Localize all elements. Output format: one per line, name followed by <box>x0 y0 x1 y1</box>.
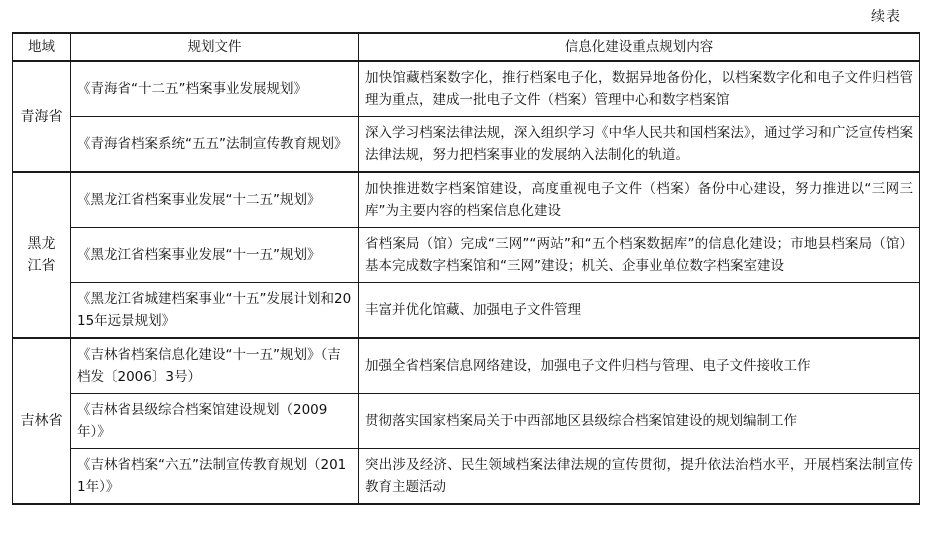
table-row <box>13 172 920 228</box>
planning-table <box>12 32 920 505</box>
table-row <box>13 61 920 117</box>
content-cell: 省档案局（馆）完成“三网”“两站”和“五个档案数据库”的信息化建设；市地县档案局（馆）基本完成数字档案馆和“三网”建设；机关、企事业单位数字档案室建设 <box>359 228 920 283</box>
content-cell: 加快推进数字档案馆建设，高度重视电子文件（档案）备份中心建设，努力推进以“三网三库”为主要内容的档案信息化建设 <box>359 172 920 228</box>
region-cell-qinghai: 青海省 <box>13 61 71 172</box>
plan-cell: 《青海省档案系统“五五”法制宣传教育规划》 <box>71 117 359 173</box>
content-cell: 贯彻落实国家档案局关于中西部地区县级综合档案馆建设的规划编制工作 <box>359 394 920 449</box>
plan-cell: 《吉林省县级综合档案馆建设规划（2009年）》 <box>71 394 359 449</box>
table-row <box>13 338 920 394</box>
content-cell: 深入学习档案法律法规，深入组织学习《中华人民共和国档案法》，通过学习和广泛宣传档案法律法规，努力把档案事业的发展纳入法制化的轨道。 <box>359 117 920 173</box>
header-content: 信息化建设重点规划内容 <box>359 33 920 61</box>
plan-cell: 《黑龙江省档案事业发展“十一五”规划》 <box>71 228 359 283</box>
content-cell: 加强全省档案信息网络建设，加强电子文件归档与管理、电子文件接收工作 <box>359 338 920 394</box>
content-cell: 加快馆藏档案数字化，推行档案电子化，数据异地备份化，以档案数字化和电子文件归档管理为重点，建成一批电子文件（档案）管理中心和数字档案馆 <box>359 61 920 117</box>
table-row <box>13 394 920 449</box>
table-row <box>13 228 920 283</box>
plan-cell: 《青海省“十二五”档案事业发展规划》 <box>71 61 359 117</box>
region-name-heilongjiang: 黑龙江省 <box>27 236 56 274</box>
header-row <box>13 33 920 61</box>
header-plan: 规划文件 <box>71 33 359 61</box>
plan-cell: 《吉林省档案“六五”法制宣传教育规划（2011年）》 <box>71 449 359 505</box>
content-cell: 丰富并优化馆藏、加强电子文件管理 <box>359 283 920 339</box>
table-row <box>13 117 920 173</box>
plan-cell: 《吉林省档案信息化建设“十一五”规划》（吉档发〔2006〕3号） <box>71 338 359 394</box>
table-caption: 续表 <box>871 9 901 25</box>
header-region: 地域 <box>13 33 71 61</box>
content-cell: 突出涉及经济、民生领域档案法律法规的宣传贯彻，提升依法治档水平，开展档案法制宣传教育主题活动 <box>359 449 920 505</box>
table-row <box>13 283 920 339</box>
region-cell-jilin: 吉林省 <box>13 338 71 504</box>
plan-cell: 《黑龙江省档案事业发展“十二五”规划》 <box>71 172 359 228</box>
region-cell-heilongjiang <box>13 172 71 338</box>
plan-cell: 《黑龙江省城建档案事业“十五”发展计划和2015年远景规划》 <box>71 283 359 339</box>
table-row <box>13 449 920 505</box>
